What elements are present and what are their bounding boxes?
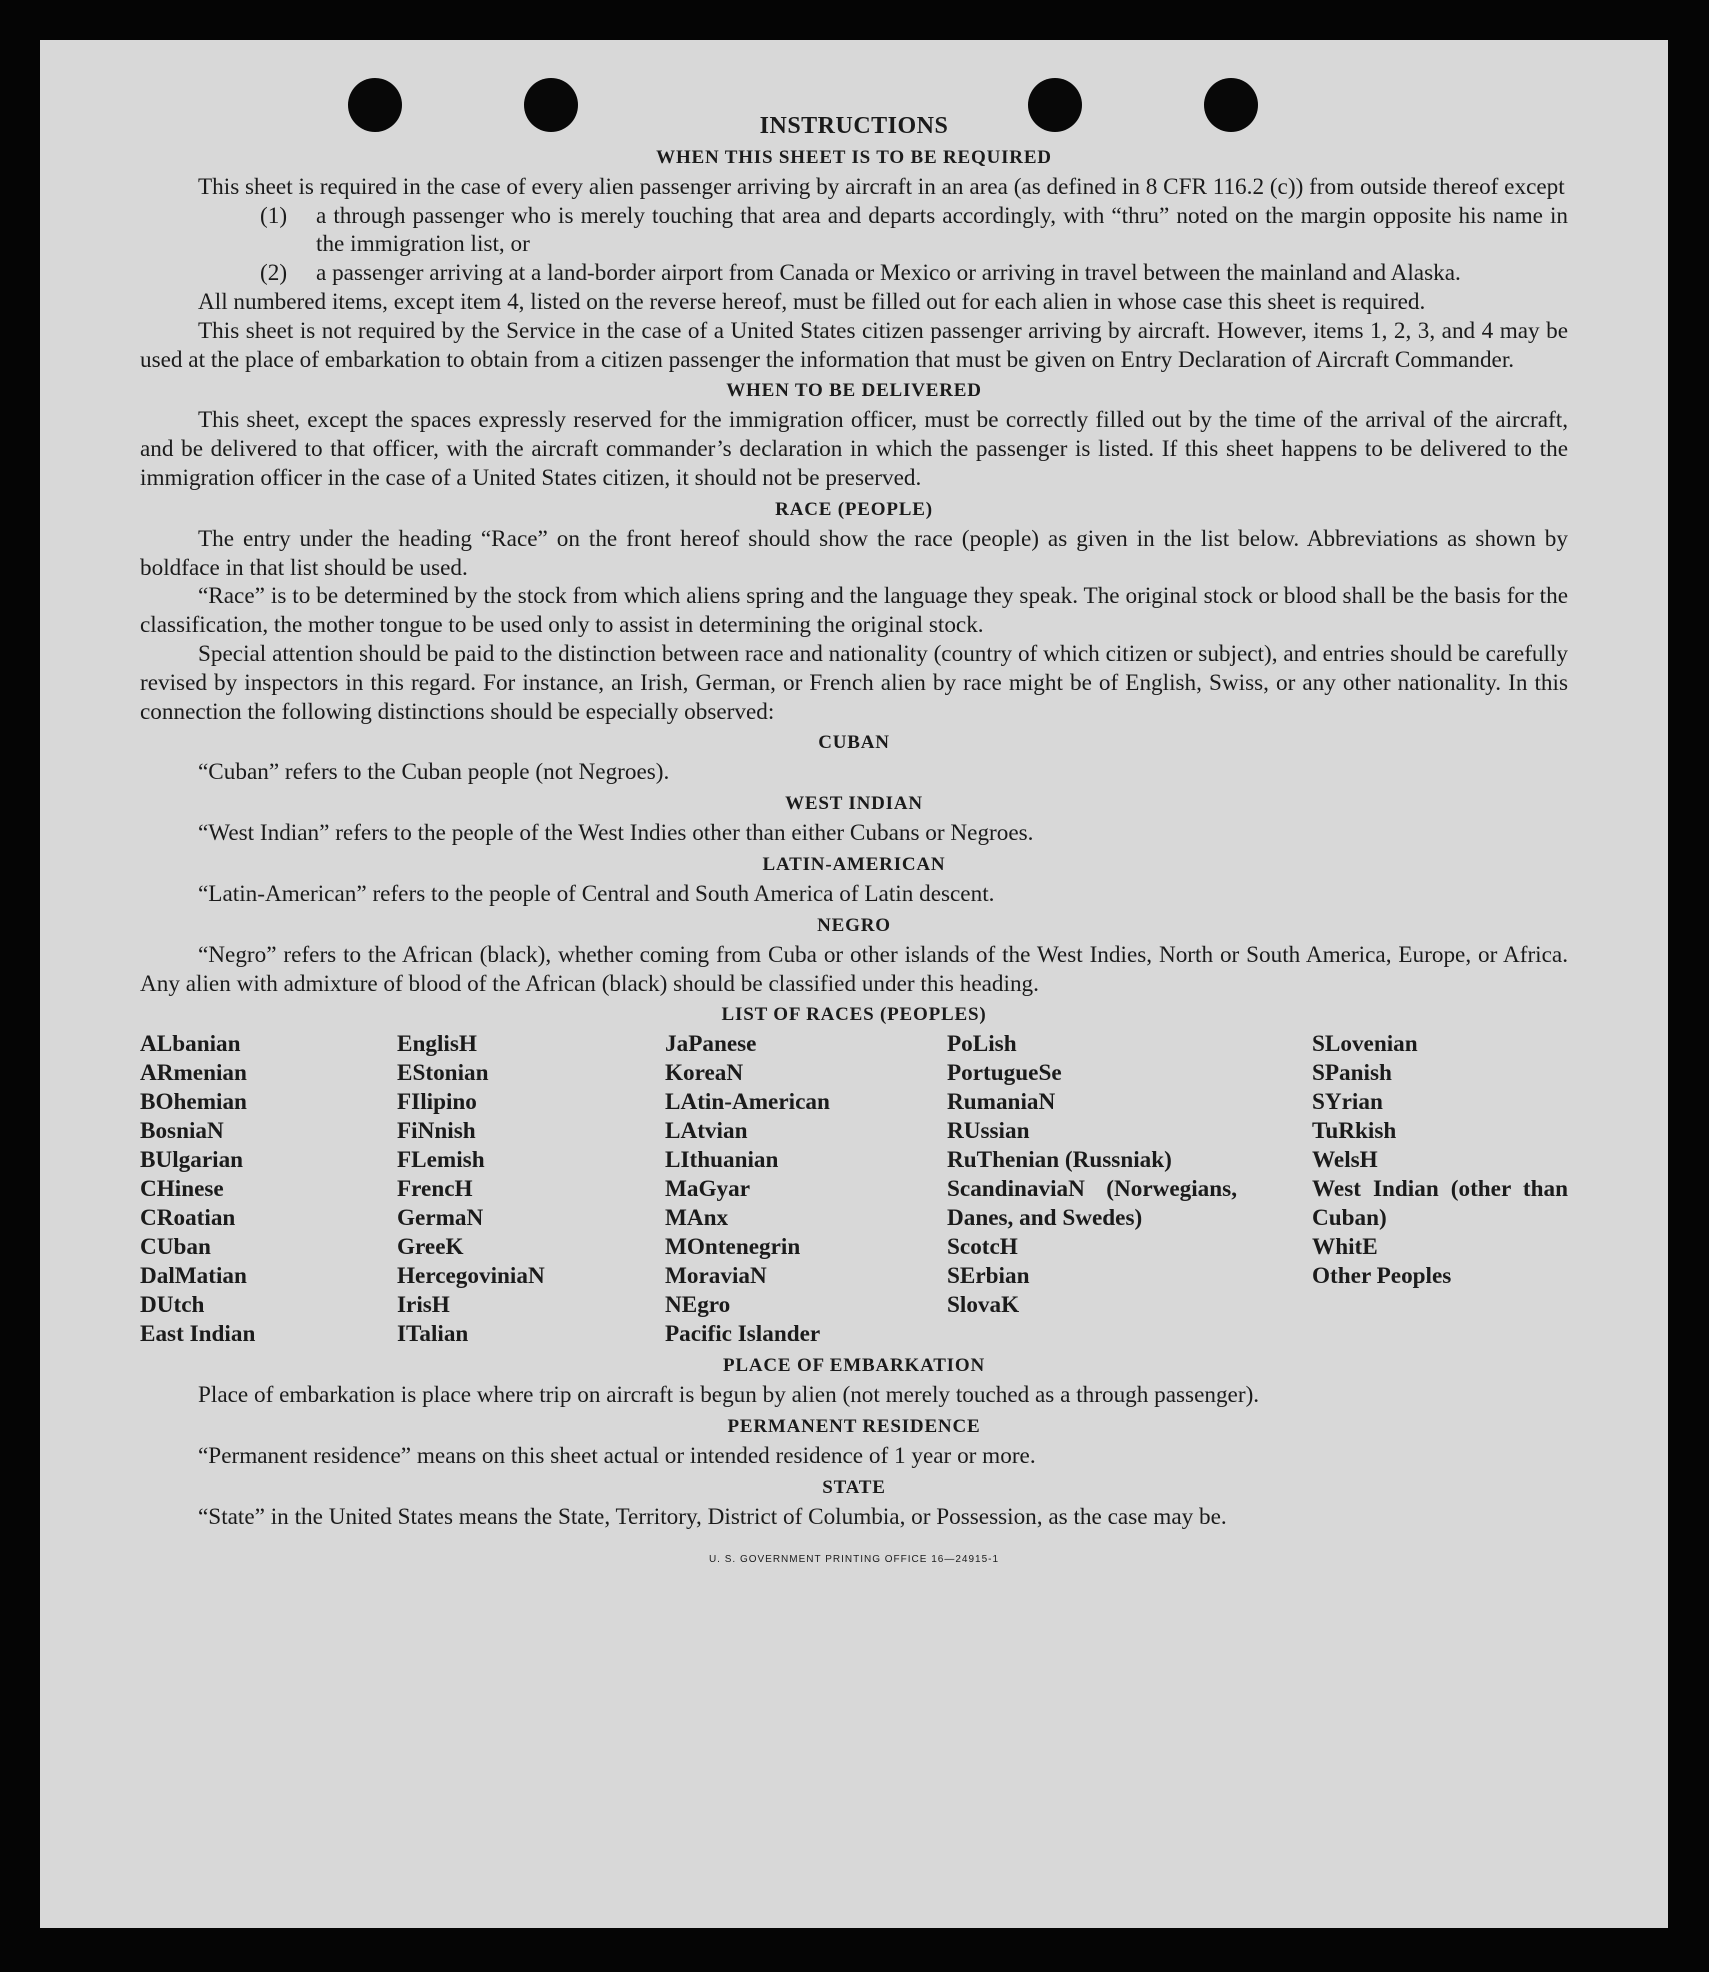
race-item: WelsH bbox=[1312, 1147, 1378, 1174]
section-heading-residence: PERMANENT RESIDENCE bbox=[727, 1416, 981, 1438]
item-number: (1) bbox=[260, 202, 288, 229]
race-item: FLemish bbox=[397, 1147, 485, 1174]
race-item: EStonian bbox=[397, 1060, 489, 1087]
paragraph: Place of embarkation is place where trip on aircraft is begun by alien (not merely touched as a through passenger). bbox=[198, 1382, 1260, 1409]
race-item: MOntenegrin bbox=[665, 1234, 801, 1261]
race-item: JaPanese bbox=[665, 1031, 757, 1058]
race-item: ARmenian bbox=[140, 1060, 247, 1087]
race-item: TuRkish bbox=[1312, 1118, 1397, 1145]
race-item: NEgro bbox=[665, 1292, 731, 1319]
paragraph: “Negro” refers to the African (black), whether coming from Cuba or other islands of the West Indies, North or South America, Europe, or Africa. Any alien with admixture of blood of the African (black) should be classified under this heading. bbox=[140, 941, 1568, 997]
paragraph: The entry under the heading “Race” on the front hereof should show the race (people) as given in the list below. Abbreviations as shown by boldface in that list should be used. bbox=[140, 525, 1568, 581]
section-heading-races-list: LIST OF RACES (PEOPLES) bbox=[721, 1004, 987, 1026]
race-item: DUtch bbox=[140, 1292, 205, 1319]
race-item: RumaniaN bbox=[947, 1089, 1056, 1116]
race-item: CHinese bbox=[140, 1176, 224, 1203]
section-heading-required: WHEN THIS SHEET IS TO BE REQUIRED bbox=[656, 146, 1052, 168]
paragraph: All numbered items, except item 4, listed on the reverse hereof, must be filled out for each alien in whose case this sheet is required. bbox=[198, 288, 1426, 315]
paragraph: “Race” is to be determined by the stock from which aliens spring and the language they speak. The original stock or blood shall be the basis for the classification, the mother tongue to be used only to assist in determining the original stock. bbox=[140, 583, 1568, 639]
instructions-body bbox=[140, 112, 1568, 1575]
race-item: CUban bbox=[140, 1234, 211, 1261]
race-item: LAtvian bbox=[665, 1118, 748, 1145]
race-item: East Indian bbox=[140, 1321, 256, 1348]
paragraph: “State” in the United States means the State, Territory, District of Columbia, or Possession, as the case may be. bbox=[198, 1503, 1227, 1530]
item-text: a passenger arriving at a land-border airport from Canada or Mexico or arriving in travel between the mainland and Alaska. bbox=[316, 260, 1461, 287]
paragraph: “Permanent residence” means on this sheet actual or intended residence of 1 year or more. bbox=[198, 1443, 1036, 1470]
race-item: SYrian bbox=[1312, 1089, 1383, 1116]
section-heading-state: STATE bbox=[822, 1476, 886, 1498]
race-item: EnglisH bbox=[397, 1031, 477, 1058]
race-item: HercegoviniaN bbox=[397, 1263, 545, 1290]
paragraph: “Latin-American” refers to the people of Central and South America of Latin descent. bbox=[198, 880, 995, 907]
section-heading-latin-american: LATIN-AMERICAN bbox=[762, 853, 946, 875]
race-item: IrisH bbox=[397, 1292, 450, 1319]
race-item: West Indian (other than Cuban) bbox=[1312, 1176, 1568, 1232]
list-item bbox=[260, 202, 1568, 260]
race-item: FIlipino bbox=[397, 1089, 477, 1116]
paragraph: This sheet is not required by the Service in the case of a United States citizen passenger arriving by aircraft. However, items 1, 2, 3, and 4 may be used at the place of embarkation to obtain from a citizen passenger the information that must be given on Entry Declaration of Aircraft Commander. bbox=[140, 317, 1568, 373]
race-item: FiNnish bbox=[397, 1118, 476, 1145]
race-item: LIthuanian bbox=[665, 1147, 779, 1174]
race-item: GreeK bbox=[397, 1234, 464, 1261]
race-item: SPanish bbox=[1312, 1060, 1392, 1087]
race-item: BOhemian bbox=[140, 1089, 247, 1116]
document-sheet bbox=[40, 40, 1668, 1928]
races-column bbox=[665, 1030, 947, 1349]
page-title: INSTRUCTIONS bbox=[759, 113, 949, 139]
list-item bbox=[260, 259, 1568, 288]
paragraph: This sheet is required in the case of every alien passenger arriving by aircraft in an area (as defined in 8 CFR 116.2 (c)) from outside thereof except bbox=[198, 173, 1565, 200]
section-heading-negro: NEGRO bbox=[817, 914, 891, 936]
race-item: LAtin-American bbox=[665, 1089, 830, 1116]
section-heading-race: RACE (PEOPLE) bbox=[775, 498, 933, 520]
printer-imprint: U. S. GOVERNMENT PRINTING OFFICE 16—24915-1 bbox=[708, 1553, 1000, 1565]
race-item: ScotcH bbox=[947, 1234, 1018, 1261]
paragraph: “Cuban” refers to the Cuban people (not Negroes). bbox=[198, 759, 670, 786]
race-item: SlovaK bbox=[947, 1292, 1020, 1319]
race-item: BUlgarian bbox=[140, 1147, 244, 1174]
race-item: WhitE bbox=[1312, 1234, 1378, 1261]
paragraph: “West Indian” refers to the people of the West Indies other than either Cubans or Negroes. bbox=[198, 820, 1034, 847]
race-item: MAnx bbox=[665, 1205, 729, 1232]
race-item: GermaN bbox=[397, 1205, 484, 1232]
item-text: a through passenger who is merely touching that area and departs accordingly, with “thru” noted on the margin opposite his name in the immigration list, or bbox=[316, 202, 1568, 258]
race-item: DalMatian bbox=[140, 1263, 247, 1290]
race-item: KoreaN bbox=[665, 1060, 744, 1087]
race-item: RUssian bbox=[947, 1118, 1030, 1145]
race-item: PortugueSe bbox=[947, 1060, 1062, 1087]
section-heading-delivered: WHEN TO BE DELIVERED bbox=[726, 380, 982, 402]
race-item: CRoatian bbox=[140, 1205, 236, 1232]
item-number: (2) bbox=[260, 260, 288, 287]
race-item: SErbian bbox=[947, 1263, 1030, 1290]
race-item: ScandinaviaN (Norwegians, Danes, and Swedes) bbox=[947, 1176, 1237, 1232]
races-list bbox=[140, 1030, 1568, 1349]
race-item: MoraviaN bbox=[665, 1263, 767, 1290]
race-item: SLovenian bbox=[1312, 1031, 1418, 1058]
race-item: MaGyar bbox=[665, 1176, 750, 1203]
section-heading-west-indian: WEST INDIAN bbox=[785, 793, 923, 815]
race-item: RuThenian (Russniak) bbox=[947, 1147, 1172, 1174]
race-item: PoLish bbox=[947, 1031, 1017, 1058]
race-item: ITalian bbox=[397, 1321, 469, 1348]
race-item: FrencH bbox=[397, 1176, 473, 1203]
race-item: ALbanian bbox=[140, 1031, 241, 1058]
races-column bbox=[140, 1030, 397, 1349]
race-item: Other Peoples bbox=[1312, 1263, 1452, 1290]
paragraph: This sheet, except the spaces expressly reserved for the immigration officer, must be correctly filled out by the time of the arrival of the aircraft, and be delivered to that officer, with the aircraft commander’s declaration in which the passenger is listed. If this sheet happens to be delivered to the immigration officer in the case of a United States citizen, it should not be preserved. bbox=[140, 407, 1568, 491]
section-heading-cuban: CUBAN bbox=[818, 732, 890, 754]
section-heading-embarkation: PLACE OF EMBARKATION bbox=[723, 1355, 985, 1377]
races-column bbox=[947, 1030, 1312, 1349]
race-item: BosniaN bbox=[140, 1118, 224, 1145]
races-column bbox=[397, 1030, 665, 1349]
race-item: Pacific Islander bbox=[665, 1321, 821, 1348]
races-column bbox=[1312, 1030, 1568, 1349]
paragraph: Special attention should be paid to the distinction between race and nationality (country of which citizen or subject), and entries should be carefully revised by inspectors in this regard. For instance, an Irish, German, or French alien by race might be of English, Swiss, or any other nationality. In this connection the following distinctions should be especially observed: bbox=[140, 640, 1568, 725]
